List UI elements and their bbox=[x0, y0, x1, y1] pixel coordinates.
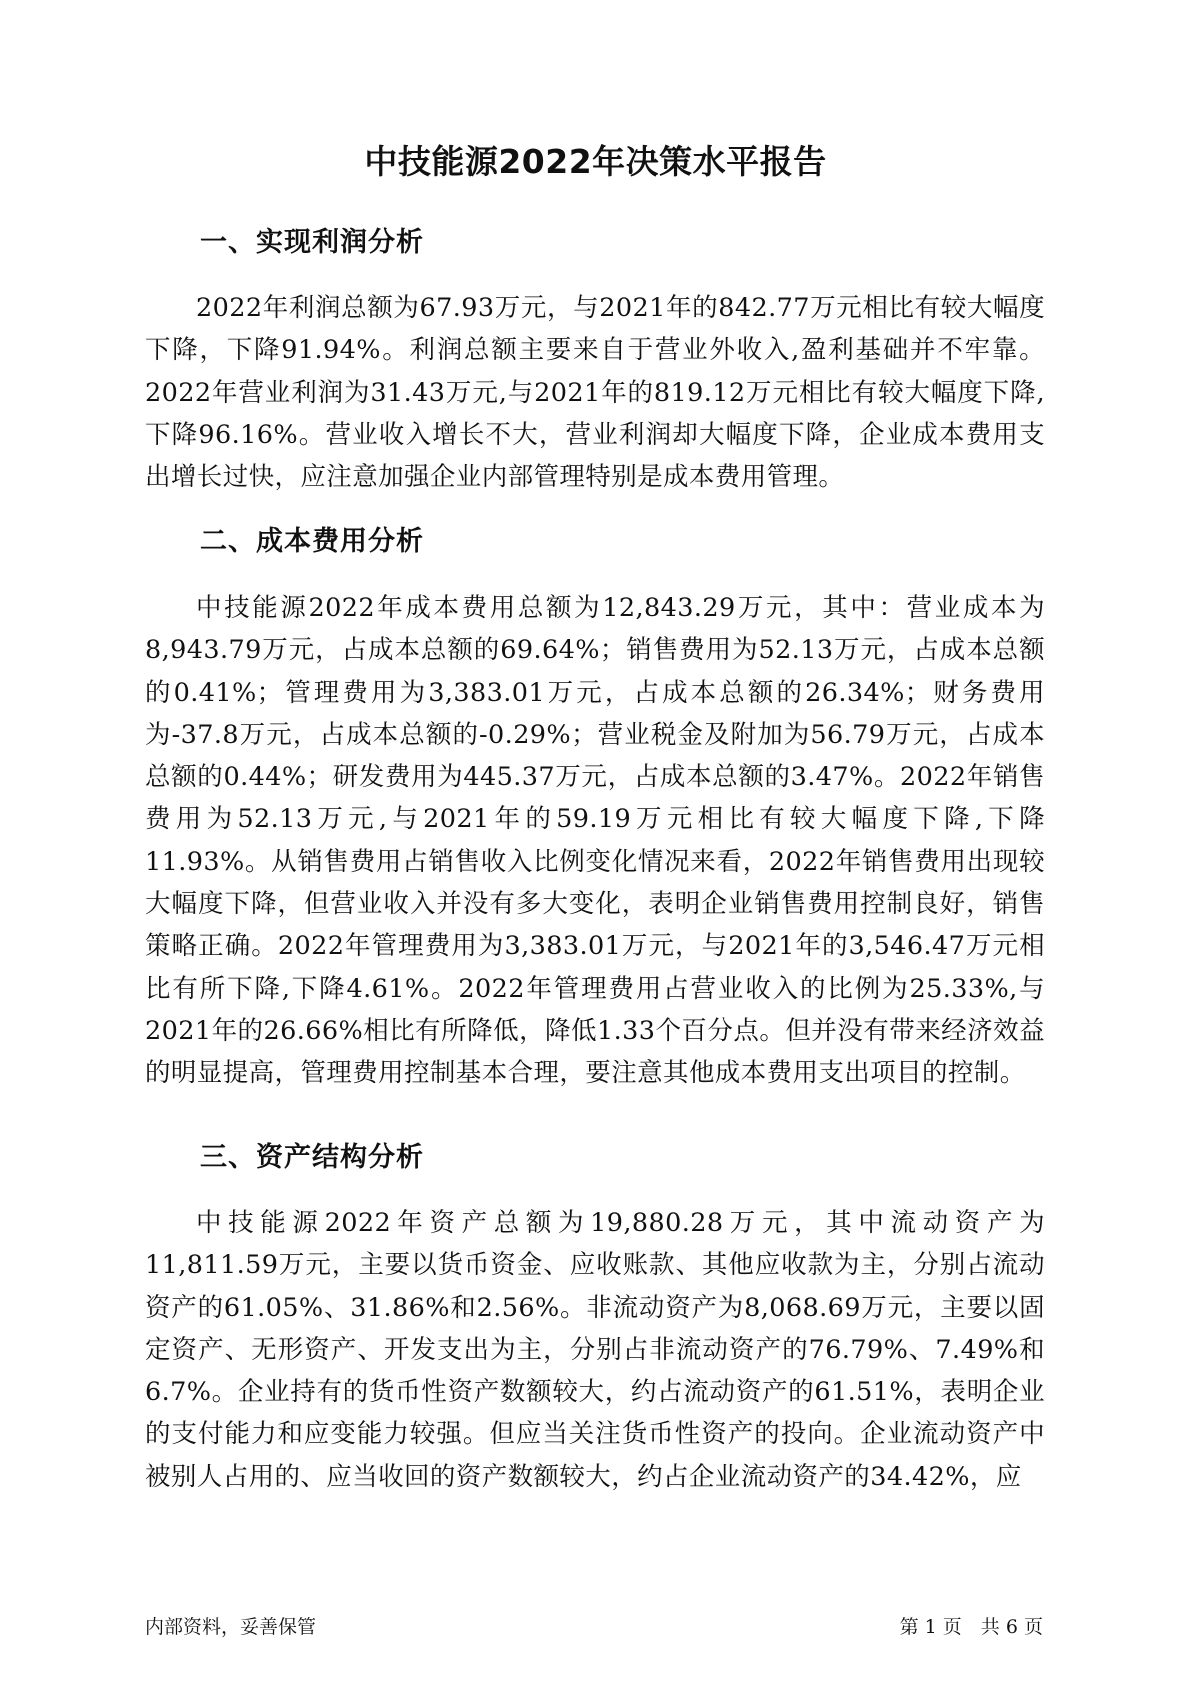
section-paragraph-profit: 2022年利润总额为67.93万元，与2021年的842.77万元相比有较大幅度下降，下降91.94%。利润总额主要来自于营业外收入,盈利基础并不牢靠。2022年营业利润为31.43万元,与2021年的819.12万元相比有较大幅度下降,下降96.16%。营业收入增长不大，营业利润却大幅度下降，企业成本费用支出增长过快，应注意加强企业内部管理特别是成本费用管理。 bbox=[145, 293, 1045, 493]
page-prefix: 第 bbox=[899, 1616, 919, 1638]
section-paragraph-cost: 中技能源2022年成本费用总额为12,843.29万元，其中：营业成本为8,943.79万元，占成本总额的69.64%；销售费用为52.13万元，占成本总额的0.41%；管理费用为3,383.01万元，占成本总额的26.34%；财务费用为-37.8万元，占成本总额的-0.29%；营业税金及附加为56.79万元，占成本总额的0.44%；研发费用为445.37万元，占成本总额的3.47%。2022年销售费用为52.13万元,与2021年的59.19万元相比有较大幅度下降,下降11.93%。从销售费用占销售收入比例变化情况来看，2022年销售费用出现较大幅度下降，但营业收入并没有多大变化，表明企业销售费用控制良好，销售策略正确。2022年管理费用为3,383.01万元，与2021年的3,546.47万元相比有所下降,下降4.61%。2022年管理费用占营业收入的比例为25.33%,与2021年的26.66%相比有所降低，降低1.33个百分点。但并没有带来经济效益的明显提高，管理费用控制基本合理，要注意其他成本费用支出项目的控制。 bbox=[145, 593, 1045, 1089]
page-mid: 页 共 bbox=[942, 1616, 1000, 1638]
footer-confidential-note: 内部资料，妥善保管 bbox=[145, 1616, 317, 1638]
document-title: 中技能源2022年决策水平报告 bbox=[364, 142, 827, 181]
page-current: 1 bbox=[924, 1616, 937, 1638]
section-paragraph-assets: 中技能源2022年资产总额为19,880.28万元，其中流动资产为11,811.59万元，主要以货币资金、应收账款、其他应收款为主，分别占流动资产的61.05%、31.86%和2.56%。非流动资产为8,068.69万元，主要以固定资产、无形资产、开发支出为主，分别占非流动资产的76.79%、7.49%和6.7%。企业持有的货币性资产数额较大，约占流动资产的61.51%，表明企业的支付能力和应变能力较强。但应当关注货币性资产的投向。企业流动资产中被别人占用的、应当收回的资产数额较大，约占企业流动资产的34.42%，应 bbox=[145, 1208, 1045, 1492]
section-heading-assets: 三、资产结构分析 bbox=[200, 1142, 424, 1173]
section-heading-cost: 二、成本费用分析 bbox=[200, 526, 424, 557]
footer-page-number bbox=[900, 1614, 1043, 1640]
page-suffix: 页 bbox=[1023, 1616, 1043, 1638]
page-total: 6 bbox=[1005, 1616, 1018, 1638]
section-heading-profit: 一、实现利润分析 bbox=[200, 227, 424, 258]
